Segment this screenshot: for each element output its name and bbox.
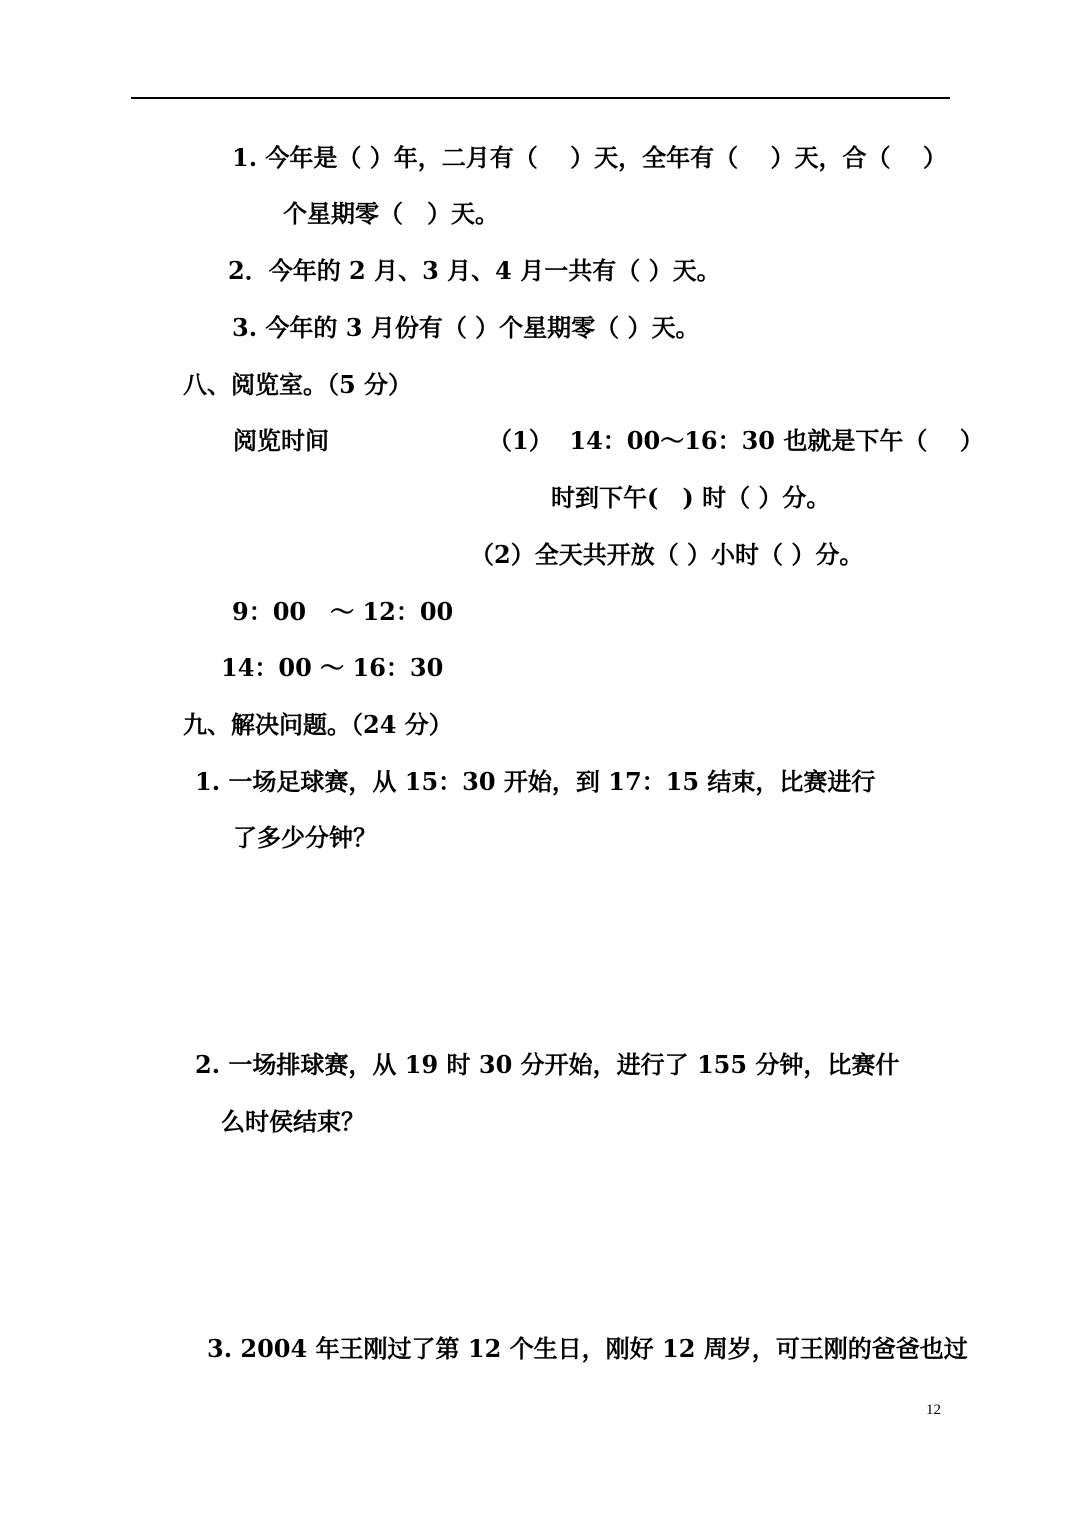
calendar-question-1-line-1: 1. 今年是（ ）年，二月有（ ）天，全年有（ ）天，合（ ） — [232, 143, 947, 172]
page-number: 12 — [926, 1402, 941, 1418]
calendar-question-2: 2．今年的 2 月、3 月、4 月一共有（ ）天。 — [228, 256, 721, 285]
section-8-heading: 八、阅览室。（5 分） — [183, 370, 413, 399]
schedule-time-afternoon: 14：00 ～ 16：30 — [221, 653, 444, 682]
problem-3-line-1: 3. 2004 年王刚过了第 12 个生日，刚好 12 周岁，可王刚的爸爸也过 — [207, 1334, 968, 1363]
calendar-question-3: 3. 今年的 3 月份有（ ）个星期零（ ）天。 — [232, 313, 700, 342]
section-9-heading: 九、解决问题。（24 分） — [183, 710, 453, 739]
reading-room-question-1-line-1: （1） 14：00～16：30 也就是下午（ ） — [488, 426, 984, 455]
problem-1-line-1: 1. 一场足球赛，从 15：30 开始，到 17：15 结束，比赛进行 — [195, 767, 876, 796]
reading-room-question-1-line-2: 时到下午( ) 时（ ）分。 — [551, 483, 831, 512]
problem-2-line-2: 么时侯结束？ — [221, 1107, 365, 1136]
schedule-time-morning: 9：00 ～ 12：00 — [232, 597, 454, 626]
problem-2-line-1: 2. 一场排球赛，从 19 时 30 分开始，进行了 155 分钟，比赛什 — [195, 1050, 900, 1079]
problem-1-line-2: 了多少分钟？ — [233, 823, 377, 852]
schedule-label: 阅览时间 — [233, 426, 329, 455]
header-rule — [131, 97, 950, 99]
reading-room-question-2: （2）全天共开放（ ）小时（ ）分。 — [470, 540, 864, 569]
calendar-question-1-line-2: 个星期零（ ）天。 — [283, 199, 499, 228]
